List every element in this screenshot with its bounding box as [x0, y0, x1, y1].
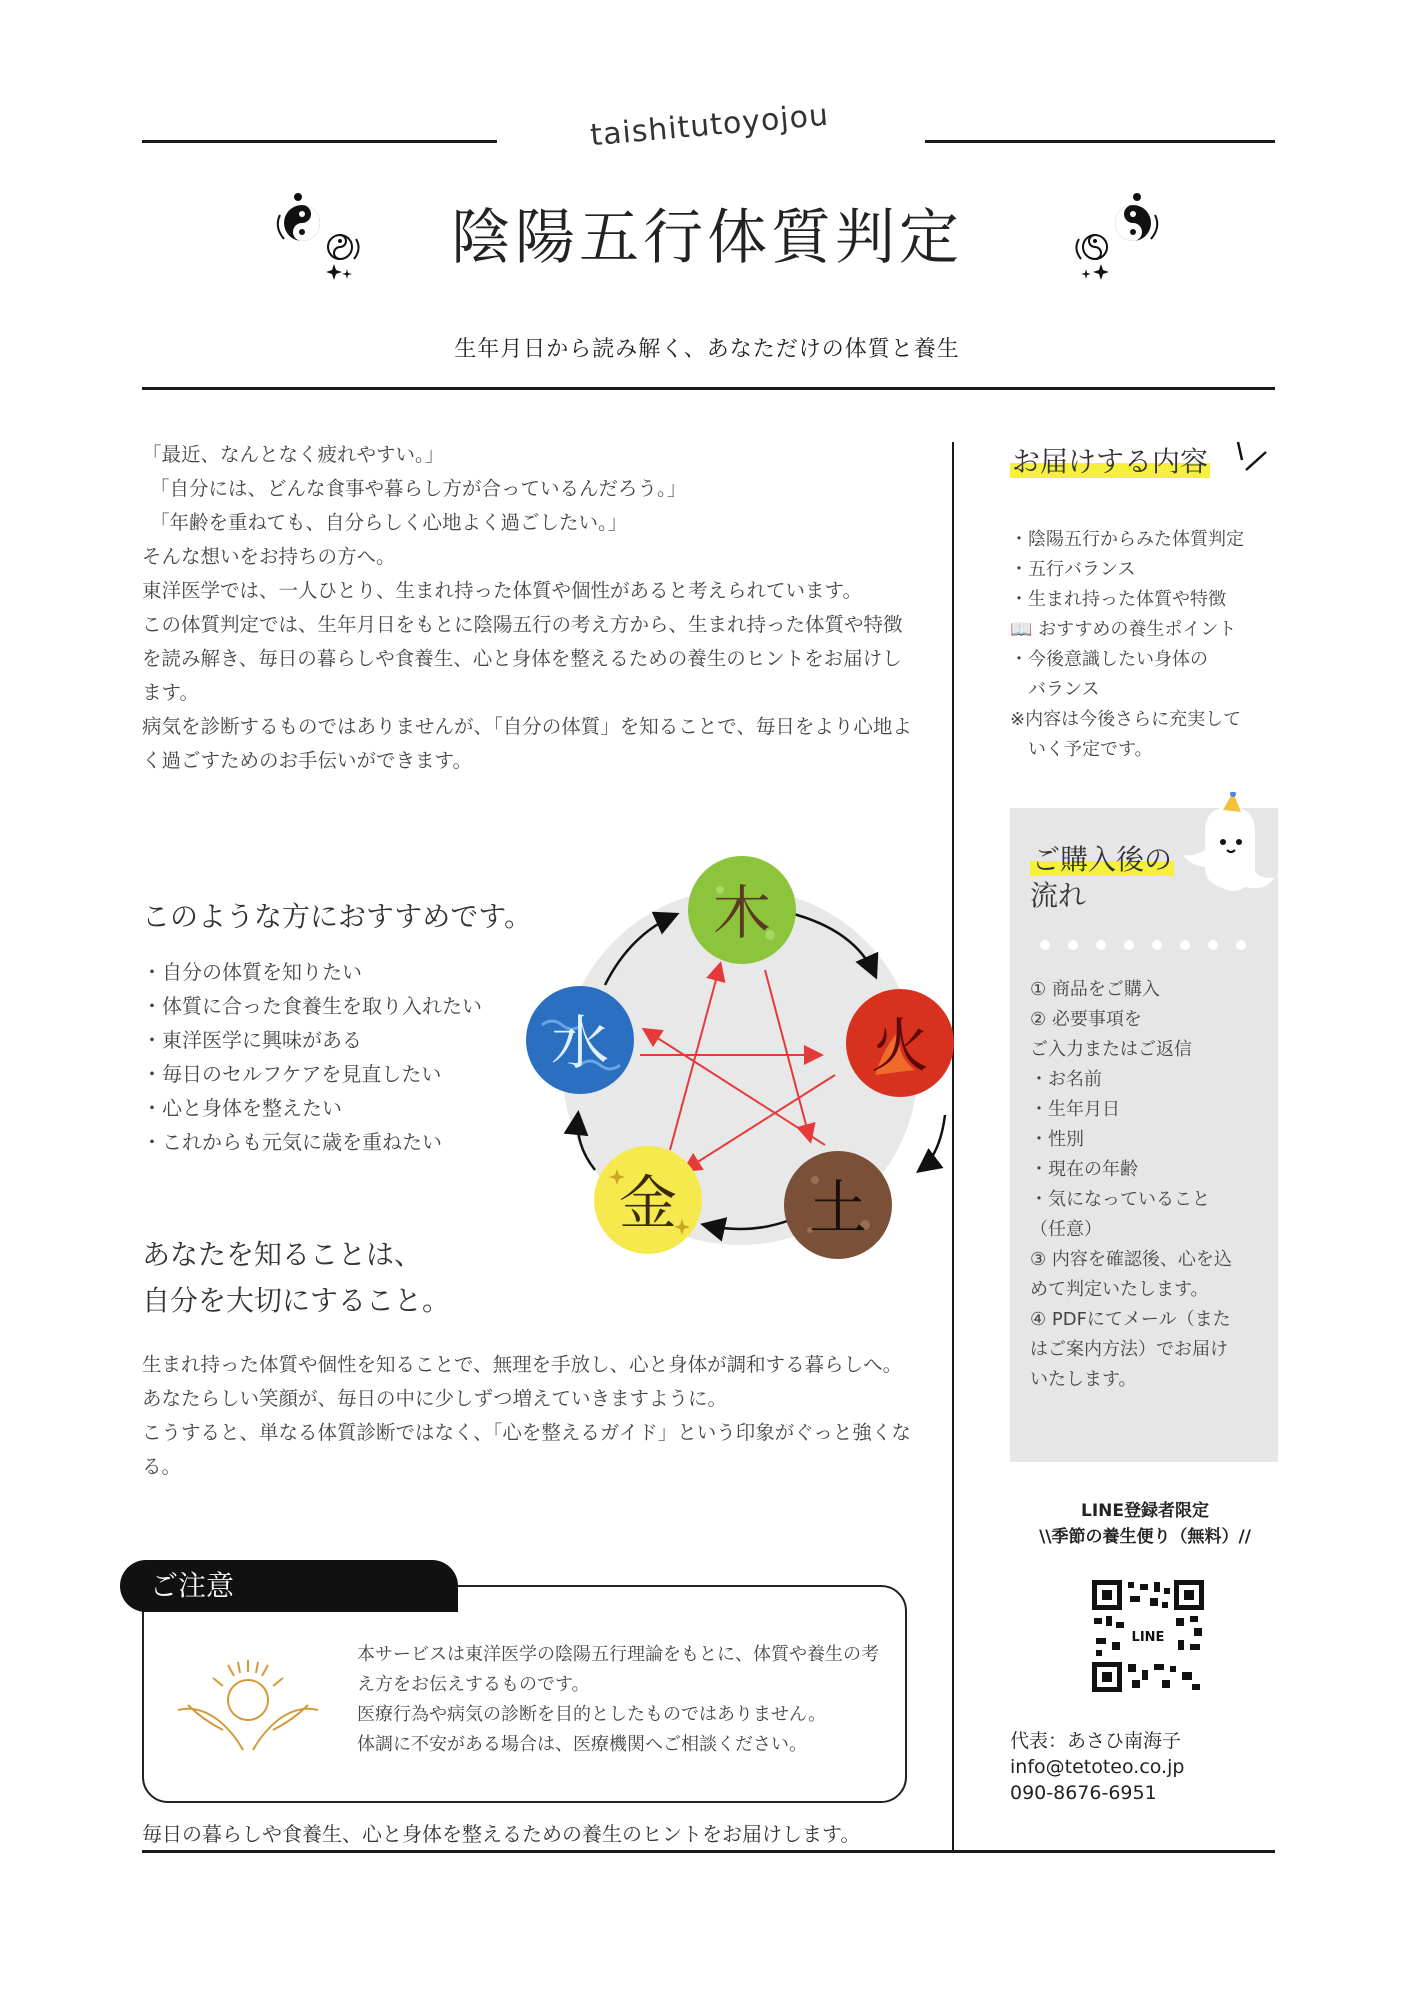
fire-label: 火: [870, 1012, 930, 1080]
flow-title-line: ご購入後の: [1032, 843, 1173, 876]
header-bottom-rule: [142, 387, 1275, 390]
caution-label: ご注意: [120, 1560, 458, 1612]
qr-label: LINE: [1131, 1630, 1165, 1645]
list-item: ・現在の年齢: [1030, 1159, 1138, 1180]
page-subtitle: 生年月日から読み解く、あなただけの体質と養生: [454, 337, 960, 362]
sparkle-icon: [1232, 438, 1272, 478]
ghost-icon: [1175, 792, 1275, 902]
list-item: いく予定です。: [1010, 739, 1153, 760]
list-item: ・お名前: [1030, 1069, 1102, 1090]
intro-text: [142, 438, 912, 778]
know-line: こうすると、単なる体質診断ではなく、「心を整えるガイド」という印象がぐっと強くなる。: [142, 1421, 911, 1478]
list-item: はご案内方法）でお届け: [1030, 1339, 1228, 1360]
know-line: あなたらしい笑顔が、毎日の中に少しずつ増えていきますように。: [142, 1387, 728, 1410]
header-rule-left: [142, 140, 497, 143]
list-item: ・自分の体質を知りたい: [142, 960, 362, 984]
list-item: ・体質に合った食養生を取り入れたい: [142, 994, 482, 1018]
know-body: [142, 1348, 922, 1484]
list-item: ご入力またはご返信: [1030, 1039, 1192, 1060]
intro-line: 「年齢を重ねても、自分らしく心地よく過ごしたい。」: [150, 511, 628, 534]
caution-line: 体調に不安がある場合は、医療機関へご相談ください。: [357, 1734, 807, 1755]
recommend-title: このような方におすすめです。: [142, 900, 533, 933]
line-qr-code[interactable]: [1092, 1580, 1204, 1692]
metal-element: [594, 1146, 702, 1254]
deliver-list: [1010, 525, 1285, 765]
know-title-line: 自分を大切にすること。: [142, 1284, 451, 1317]
list-item: バランス: [1010, 679, 1100, 700]
list-item: ・気になっていること: [1030, 1189, 1210, 1210]
line-promo: [1010, 1498, 1280, 1550]
list-item: ・性別: [1030, 1129, 1084, 1150]
wuxing-diagram: [520, 845, 960, 1275]
caution-text: [357, 1640, 887, 1760]
contact-phone[interactable]: 090-8676-6951: [1010, 1782, 1157, 1804]
list-item: ・東洋医学に興味がある: [142, 1028, 362, 1052]
footer-rule: [142, 1850, 1275, 1853]
know-title: [142, 1232, 450, 1324]
list-item: ・毎日のセルフケアを見直したい: [142, 1062, 442, 1086]
recommend-list: [142, 955, 482, 1159]
know-line: 生まれ持った体質や個性を知ることで、無理を手放し、心と身体が調和する暮らしへ。: [142, 1353, 903, 1376]
line-promo-line: LINE登録者限定: [1081, 1501, 1209, 1521]
intro-line: 病気を診断するものではありませんが、「自分の体質」を知ることで、毎日をより心地よく過ごすためのお手伝いができます。: [142, 715, 912, 772]
wood-label: 木: [712, 879, 772, 947]
list-item: ① 商品をご購入: [1030, 979, 1160, 1000]
wood-element: [688, 856, 796, 964]
footer-message: 毎日の暮らしや食養生、心と身体を整えるための養生のヒントをお届けします。: [142, 1822, 861, 1846]
list-item: ・五行バランス: [1010, 559, 1136, 580]
header-rule-right: [925, 140, 1275, 143]
deliver-title-text: お届けする内容: [1012, 445, 1209, 478]
list-item: ② 必要事項を: [1030, 1009, 1142, 1030]
flow-list: [1030, 975, 1270, 1395]
earth-element: [784, 1151, 892, 1259]
list-item: ③ 内容を確認後、心を込: [1030, 1249, 1232, 1270]
dot-divider: [1038, 938, 1258, 952]
list-item: ・生まれ持った体質や特徴: [1010, 589, 1226, 610]
cycle-arrow: [920, 1115, 945, 1170]
intro-line: この体質判定では、生年月日をもとに陰陽五行の考え方から、生まれ持った体質や特徴を読み解き、毎日の暮らしや食養生、心と身体を整えるための養生のヒントをお届けします。: [142, 613, 903, 704]
contact-info: [1010, 1728, 1184, 1806]
list-item: ・心と身体を整えたい: [142, 1096, 342, 1120]
list-item: ・生年月日: [1030, 1099, 1120, 1120]
intro-line: そんな想いをお持ちの方へ。: [142, 545, 396, 568]
caution-line: 本サービスは東洋医学の陰陽五行理論をもとに、体質や養生の考え方をお伝えするものです。: [357, 1644, 879, 1695]
fire-element: [846, 989, 954, 1097]
contact-name: 代表：あさひ南海子: [1010, 1730, 1182, 1752]
intro-line: 「最近、なんとなく疲れやすい。」: [142, 443, 445, 466]
know-title-line: あなたを知ることは、: [142, 1238, 423, 1271]
flow-title-line: 流れ: [1030, 879, 1087, 912]
metal-label: 金: [618, 1169, 678, 1237]
sun-hands-icon: [168, 1650, 328, 1760]
deliver-title: [1010, 440, 1210, 480]
list-item: ・今後意識したい身体の: [1010, 649, 1208, 670]
water-element: [526, 986, 634, 1094]
list-item: いたします。: [1030, 1369, 1137, 1390]
intro-line: 東洋医学では、一人ひとり、生まれ持った体質や個性があると考えられています。: [142, 579, 862, 602]
line-promo-line: \\季節の養生便り（無料）//: [1039, 1527, 1251, 1547]
caution-line: 医療行為や病気の診断を目的としたものではありません。: [357, 1704, 827, 1725]
contact-email[interactable]: info@tetoteo.co.jp: [1010, 1756, 1185, 1778]
intro-line: 「自分には、どんな食事や暮らし方が合っているんだろう。」: [150, 477, 687, 500]
earth-label: 土: [808, 1174, 868, 1242]
list-item: めて判定いたします。: [1030, 1279, 1209, 1300]
page-title: 陰陽五行体質判定: [451, 203, 963, 273]
flow-title: [1030, 842, 1174, 914]
list-item: 📖 おすすめの養生ポイント: [1010, 619, 1237, 640]
list-item: ※内容は今後さらに充実して: [1010, 709, 1242, 730]
script-title: taishitutoyojou: [588, 97, 831, 154]
list-item: （任意）: [1030, 1219, 1102, 1240]
list-item: ・これからも元気に歳を重ねたい: [142, 1130, 442, 1154]
water-label: 水: [550, 1009, 610, 1077]
list-item: ・陰陽五行からみた体質判定: [1010, 529, 1244, 550]
list-item: ④ PDFにてメール（また: [1030, 1309, 1231, 1330]
